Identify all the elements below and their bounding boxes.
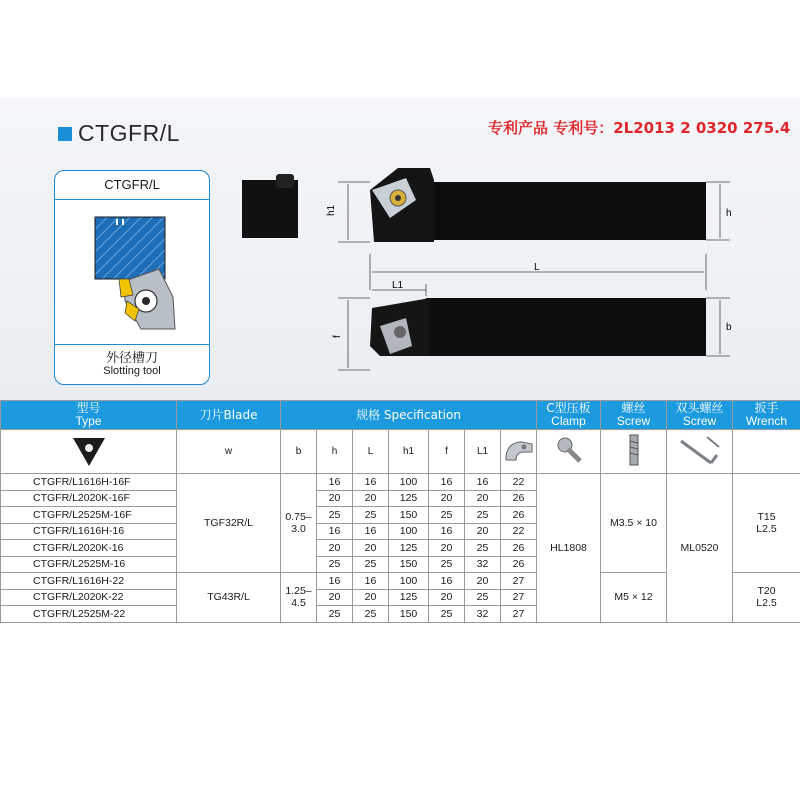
patent-notice: 专利产品 专利号：2L2013 2 0320 275.4: [488, 119, 791, 137]
spec-h-cell: 25: [353, 507, 389, 524]
spec-icon-row: [1, 430, 800, 474]
spec-L-cell: 125: [389, 540, 429, 557]
spec-f-cell: 25: [465, 540, 501, 557]
spec-b-cell: 25: [317, 606, 353, 623]
dscrew-icon-cell: [601, 430, 667, 474]
spec-h-cell: 16: [353, 523, 389, 540]
blade-cell: TG43R/L: [177, 573, 281, 623]
spec-b-cell: 16: [317, 523, 353, 540]
spec-L1-cell: 27: [501, 606, 537, 623]
spec-h1-cell: 16: [429, 573, 465, 590]
w-cell: 1.25– 4.5: [281, 573, 317, 623]
col-type-header: 型号 Type: [1, 401, 177, 430]
spec-L-cell: 125: [389, 589, 429, 606]
spec-L1-cell: 27: [501, 573, 537, 590]
tool-card-title: CTGFR/L: [55, 171, 209, 200]
spec-h1-cell: 25: [429, 507, 465, 524]
spec-h1-cell: 25: [429, 556, 465, 573]
table-row: [1, 474, 800, 491]
w-cell: 0.75– 3.0: [281, 474, 317, 573]
spec-col-L: L: [353, 430, 389, 474]
spec-h-cell: 20: [353, 589, 389, 606]
screw-cell: M5 × 12: [601, 573, 667, 623]
tool-card-label-cn: 外径槽刀: [105, 351, 158, 366]
dim-h-label: h: [726, 208, 732, 219]
side-view-bottom: [370, 298, 706, 356]
dim-L1-label: L1: [392, 280, 404, 291]
spec-f-cell: 20: [465, 490, 501, 507]
col-wrench-header: 扳手 Wrench: [733, 401, 800, 430]
slotting-diagram: [55, 201, 209, 343]
dscrew-cell: ML0520: [667, 474, 733, 623]
spec-L1-cell: 26: [501, 490, 537, 507]
spec-L1-cell: 22: [501, 523, 537, 540]
dim-h1-label: h1: [326, 204, 337, 216]
spec-b-cell: 20: [317, 589, 353, 606]
spec-L-cell: 100: [389, 474, 429, 491]
spec-h1-cell: 20: [429, 589, 465, 606]
spec-h-cell: 25: [353, 606, 389, 623]
col-blade-header: 刀片Blade: [177, 401, 281, 430]
spec-h1-cell: 16: [429, 523, 465, 540]
clamp-icon-cell: [501, 430, 537, 474]
spec-b-cell: 20: [317, 490, 353, 507]
spec-col-h1: h1: [389, 430, 429, 474]
page-title: CTGFR/L: [78, 120, 180, 146]
type-cell: CTGFR/L2525M-16: [1, 556, 177, 573]
tool-drawings: [230, 160, 800, 390]
end-view: [242, 174, 298, 238]
dim-f-label: f: [332, 335, 343, 338]
clamp-icon: [502, 436, 536, 464]
col-dscrew-header: 双头螺丝 Screw: [667, 401, 733, 430]
title-marker: [58, 127, 72, 141]
side-view-top: [370, 168, 706, 242]
blade-cell: TGF32R/L: [177, 474, 281, 573]
type-cell: CTGFR/L2525M-16F: [1, 507, 177, 524]
col-clamp-header: C型压板 Clamp: [537, 401, 601, 430]
spec-b-cell: 16: [317, 573, 353, 590]
wrench-cell: T20 L2.5: [733, 573, 800, 623]
spec-b-cell: 25: [317, 556, 353, 573]
type-cell: CTGFR/L1616H-16F: [1, 474, 177, 491]
tool-card-divider: [55, 344, 209, 345]
spec-L-cell: 150: [389, 606, 429, 623]
spec-b-cell: 16: [317, 474, 353, 491]
spec-L1-cell: 26: [501, 556, 537, 573]
screw-icon: [554, 435, 584, 465]
type-cell: CTGFR/L1616H-16: [1, 523, 177, 540]
type-cell: CTGFR/L2020K-22: [1, 589, 177, 606]
spec-body: [1, 474, 800, 623]
spec-h1-cell: 20: [429, 490, 465, 507]
spec-L-cell: 100: [389, 573, 429, 590]
spec-L-cell: 100: [389, 523, 429, 540]
spec-L-cell: 150: [389, 507, 429, 524]
spec-L1-cell: 27: [501, 589, 537, 606]
blade-insert-icon: [69, 432, 109, 468]
spec-f-cell: 32: [465, 606, 501, 623]
type-cell: CTGFR/L2020K-16: [1, 540, 177, 557]
spec-col-w: w: [177, 430, 281, 474]
tool-card-label-en: Slotting tool: [103, 365, 161, 377]
clamp-cell: HL1808: [537, 474, 601, 623]
spec-f-cell: 25: [465, 589, 501, 606]
spec-f-cell: 20: [465, 573, 501, 590]
wrench-icon: [677, 433, 723, 467]
col-screw-header: 螺丝 Screw: [601, 401, 667, 430]
spec-f-cell: 16: [465, 474, 501, 491]
dim-L-label: L: [534, 262, 540, 273]
spec-header-row: [1, 401, 800, 430]
spec-f-cell: 25: [465, 507, 501, 524]
dim-b-label: b: [726, 322, 732, 333]
spec-col-L1: L1: [465, 430, 501, 474]
col-spec-header: 规格 Specification: [281, 401, 537, 430]
spec-f-cell: 20: [465, 523, 501, 540]
spec-h-cell: 16: [353, 573, 389, 590]
type-cell: CTGFR/L2020K-16F: [1, 490, 177, 507]
spec-table: [0, 400, 800, 623]
spec-b-cell: 25: [317, 507, 353, 524]
type-cell: CTGFR/L2525M-22: [1, 606, 177, 623]
blade-icon-cell: [1, 430, 177, 474]
spec-L1-cell: 26: [501, 540, 537, 557]
spec-L-cell: 125: [389, 490, 429, 507]
spec-b-cell: 20: [317, 540, 353, 557]
double-screw-icon: [624, 433, 644, 467]
spec-h1-cell: 16: [429, 474, 465, 491]
type-cell: CTGFR/L1616H-22: [1, 573, 177, 590]
spec-col-b: b: [281, 430, 317, 474]
spec-L-cell: 150: [389, 556, 429, 573]
spec-col-f: f: [429, 430, 465, 474]
spec-f-cell: 32: [465, 556, 501, 573]
spec-h-cell: 25: [353, 556, 389, 573]
spec-h-cell: 16: [353, 474, 389, 491]
spec-h1-cell: 25: [429, 606, 465, 623]
spec-L1-cell: 22: [501, 474, 537, 491]
tool-card: [54, 170, 210, 385]
spec-h-cell: 20: [353, 540, 389, 557]
screw-icon-cell: [537, 430, 601, 474]
spec-L1-cell: 26: [501, 507, 537, 524]
spec-h1-cell: 20: [429, 540, 465, 557]
spec-h-cell: 20: [353, 490, 389, 507]
spec-col-h: h: [317, 430, 353, 474]
wrench-icon-cell: [667, 430, 733, 474]
screw-cell: M3.5 × 10: [601, 474, 667, 573]
wrench-cell: T15 L2.5: [733, 474, 800, 573]
